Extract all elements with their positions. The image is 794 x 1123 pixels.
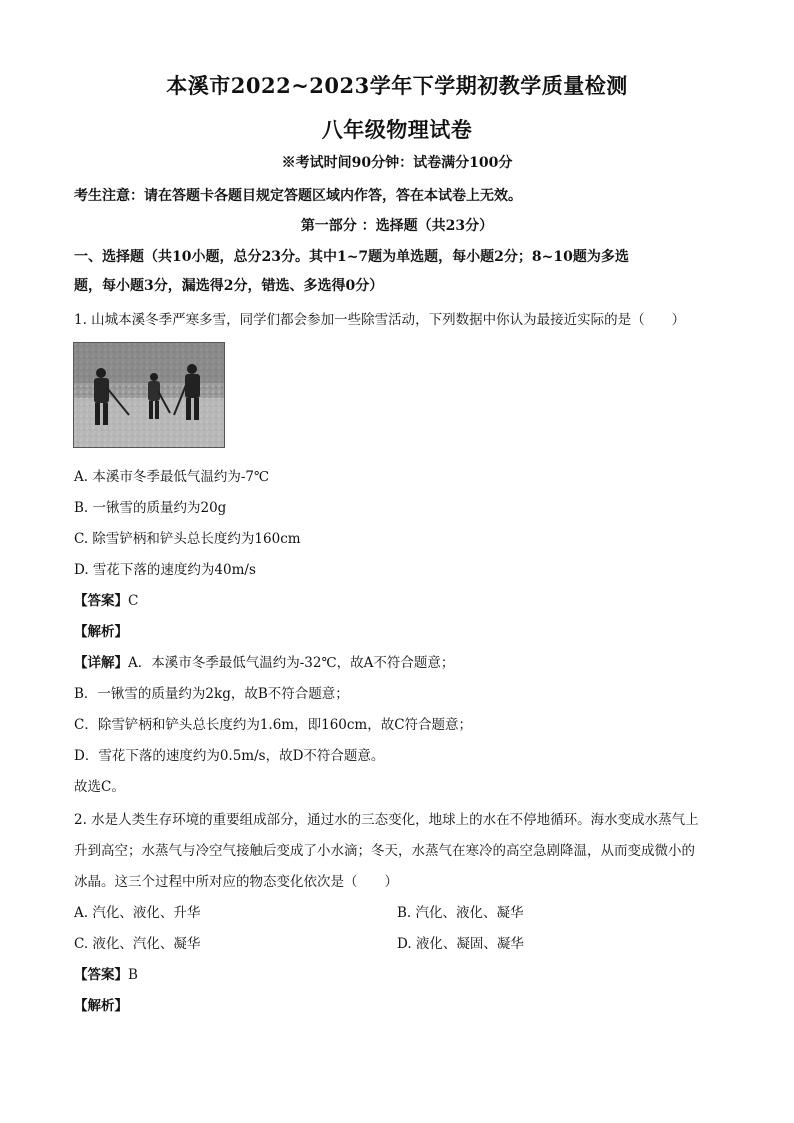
exam-title: 本溪市2022~2023学年下学期初教学质量检测 [166,73,628,98]
part-title: 第一部分 ：选择题（共23分） [300,218,494,234]
q2-answer-value: B [128,967,138,983]
q1-detail-line-3: C．除雪铲柄和铲头总长度约为1.6m，即160cm，故C符合题意； [74,717,473,733]
q2-option-b: B. 汽化、液化、凝华 [397,905,524,921]
q2-answer-tag: 【答案】 [74,967,128,983]
q2-stem-line-2: 升到高空；水蒸气与冷空气接触后变成了小水滴；冬天，水蒸气在寒冷的高空急剧降温，从而变成微小的 [74,843,695,859]
q1-option-a: A. 本溪市冬季最低气温约为-7℃ [74,469,270,485]
q1-option-d: D. 雪花下落的速度约为40m/s [74,562,256,578]
section-instruction-2: 题，每小题3分，漏选得2分，错选、多选得0分） [74,278,384,294]
q2-option-d: D. 液化、凝固、凝华 [397,936,524,952]
q1-detail-text: A．本溪市冬季最低气温约为-32℃，故A不符合题意； [128,655,455,671]
q2-answer [74,963,138,983]
q2-stem-line-1: 2. 水是人类生存环境的重要组成部分，通过水的三态变化，地球上的水在不停地循环。海水变成水蒸气上 [74,812,699,828]
q1-detail-line-5: 故选C。 [74,779,125,795]
snow-clearing-photo [73,342,225,448]
q2-option-a: A. 汽化、液化、升华 [74,905,201,921]
exam-notice: 考生注意：请在答题卡各题目规定答题区域内作答，答在本试卷上无效。 [74,188,522,204]
snow-clearing-image [74,343,224,447]
q1-detail-line-4: D．雪花下落的速度约为0.5m/s，故D不符合题意。 [74,748,385,764]
exam-subtitle: 八年级物理试卷 [321,117,473,142]
q1-analysis-tag: 【解析】 [74,624,128,640]
q1-answer [74,589,138,609]
q1-answer-tag: 【答案】 [74,593,128,609]
q1-detail-line-1 [74,651,454,671]
q2-option-c: C. 液化、汽化、凝华 [74,936,201,952]
q2-analysis-tag: 【解析】 [74,998,128,1014]
section-instruction-1: 一、选择题（共10小题，总分23分。其中1~7题为单选题，每小题2分；8~10题为多选 [74,249,629,265]
q1-detail-line-2: B．一锹雪的质量约为2kg，故B不符合题意； [74,686,349,702]
q1-detail-tag: 【详解】 [74,655,128,671]
q1-option-b: B. 一锹雪的质量约为20g [74,500,227,516]
q1-option-c: C. 除雪铲柄和铲头总长度约为160cm [74,531,301,547]
exam-info: ※考试时间90分钟：试卷满分100分 [281,155,513,171]
q2-stem-line-3: 冰晶。这三个过程中所对应的物态变化依次是（ ） [74,874,398,890]
q1-stem: 1. 山城本溪冬季严寒多雪，同学们都会参加一些除雪活动，下列数据中你认为最接近实际的是（ ） [74,312,686,328]
q1-answer-value: C [128,593,139,609]
